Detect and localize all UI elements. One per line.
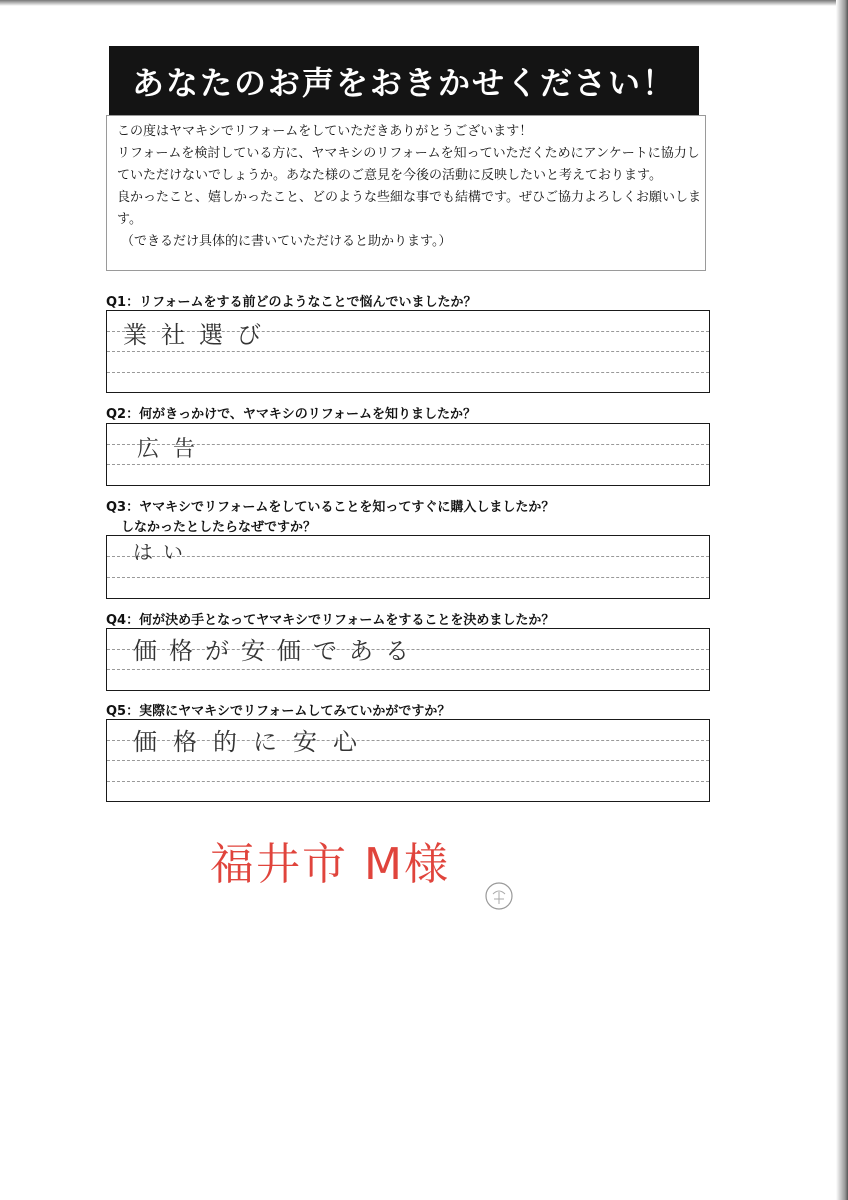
ruled-line xyxy=(107,351,709,352)
ruled-line xyxy=(107,464,709,465)
intro-line: 良かったこと、嬉しかったこと、どのような些細な事でも結構です。ぜひご協力よろしくお願いしま xyxy=(117,190,701,205)
handwritten-answer-1: 業社選び xyxy=(123,321,275,349)
intro-line: リフォームを検討している方に、ヤマキシのリフォームを知っていただくためにアンケートに協力し xyxy=(117,146,700,161)
intro-box xyxy=(106,115,706,271)
scan-edge-top xyxy=(0,0,848,6)
answer-box-1 xyxy=(106,310,710,393)
handwritten-answer-4: 価格が安価である xyxy=(133,637,421,665)
intro-line: す。 xyxy=(117,212,142,227)
ruled-line xyxy=(107,577,709,578)
handwritten-answer-2: 広告 xyxy=(137,437,210,462)
handwritten-answer-3: はい xyxy=(133,540,193,564)
question-5-label: Q5：実際にヤマキシでリフォームしてみていかがですか？ xyxy=(106,704,451,719)
ruled-line xyxy=(107,372,709,373)
question-3-label: Q3：ヤマキシでリフォームをしていることを知ってすぐに購入しましたか？ xyxy=(106,500,555,515)
survey-title: あなたのお声をおきかせください！ xyxy=(109,46,699,115)
handwritten-answer-5: 価格的に安心 xyxy=(133,728,373,756)
answer-box-5 xyxy=(106,719,710,802)
customer-name: 福井市 M様 xyxy=(210,839,450,890)
question-1-label: Q1：リフォームをする前どのようなことで悩んでいましたか？ xyxy=(106,295,477,310)
answer-box-4 xyxy=(106,628,710,691)
ruled-line xyxy=(107,669,709,670)
ruled-line xyxy=(107,781,709,782)
question-2-label: Q2：何がきっかけで、ヤマキシのリフォームを知りましたか？ xyxy=(106,407,477,422)
intro-line: （できるだけ具体的に書いていただけると助かります。） xyxy=(121,234,452,249)
answer-box-3 xyxy=(106,535,710,599)
intro-line: ていただけないでしょうか。あなた様のご意見を今後の活動に反映したいと考えております。 xyxy=(117,168,662,183)
seal-mark-icon xyxy=(483,880,515,912)
ruled-line xyxy=(107,760,709,761)
answer-box-2 xyxy=(106,423,710,486)
scan-edge-right xyxy=(836,0,848,1200)
question-3-sublabel: しなかったとしたらなぜですか？ xyxy=(121,520,317,535)
intro-line: この度はヤマキシでリフォームをしていただきありがとうございます！ xyxy=(117,124,533,139)
ruled-line xyxy=(107,556,709,557)
question-4-label: Q4：何が決め手となってヤマキシでリフォームをすることを決めましたか？ xyxy=(106,613,555,628)
